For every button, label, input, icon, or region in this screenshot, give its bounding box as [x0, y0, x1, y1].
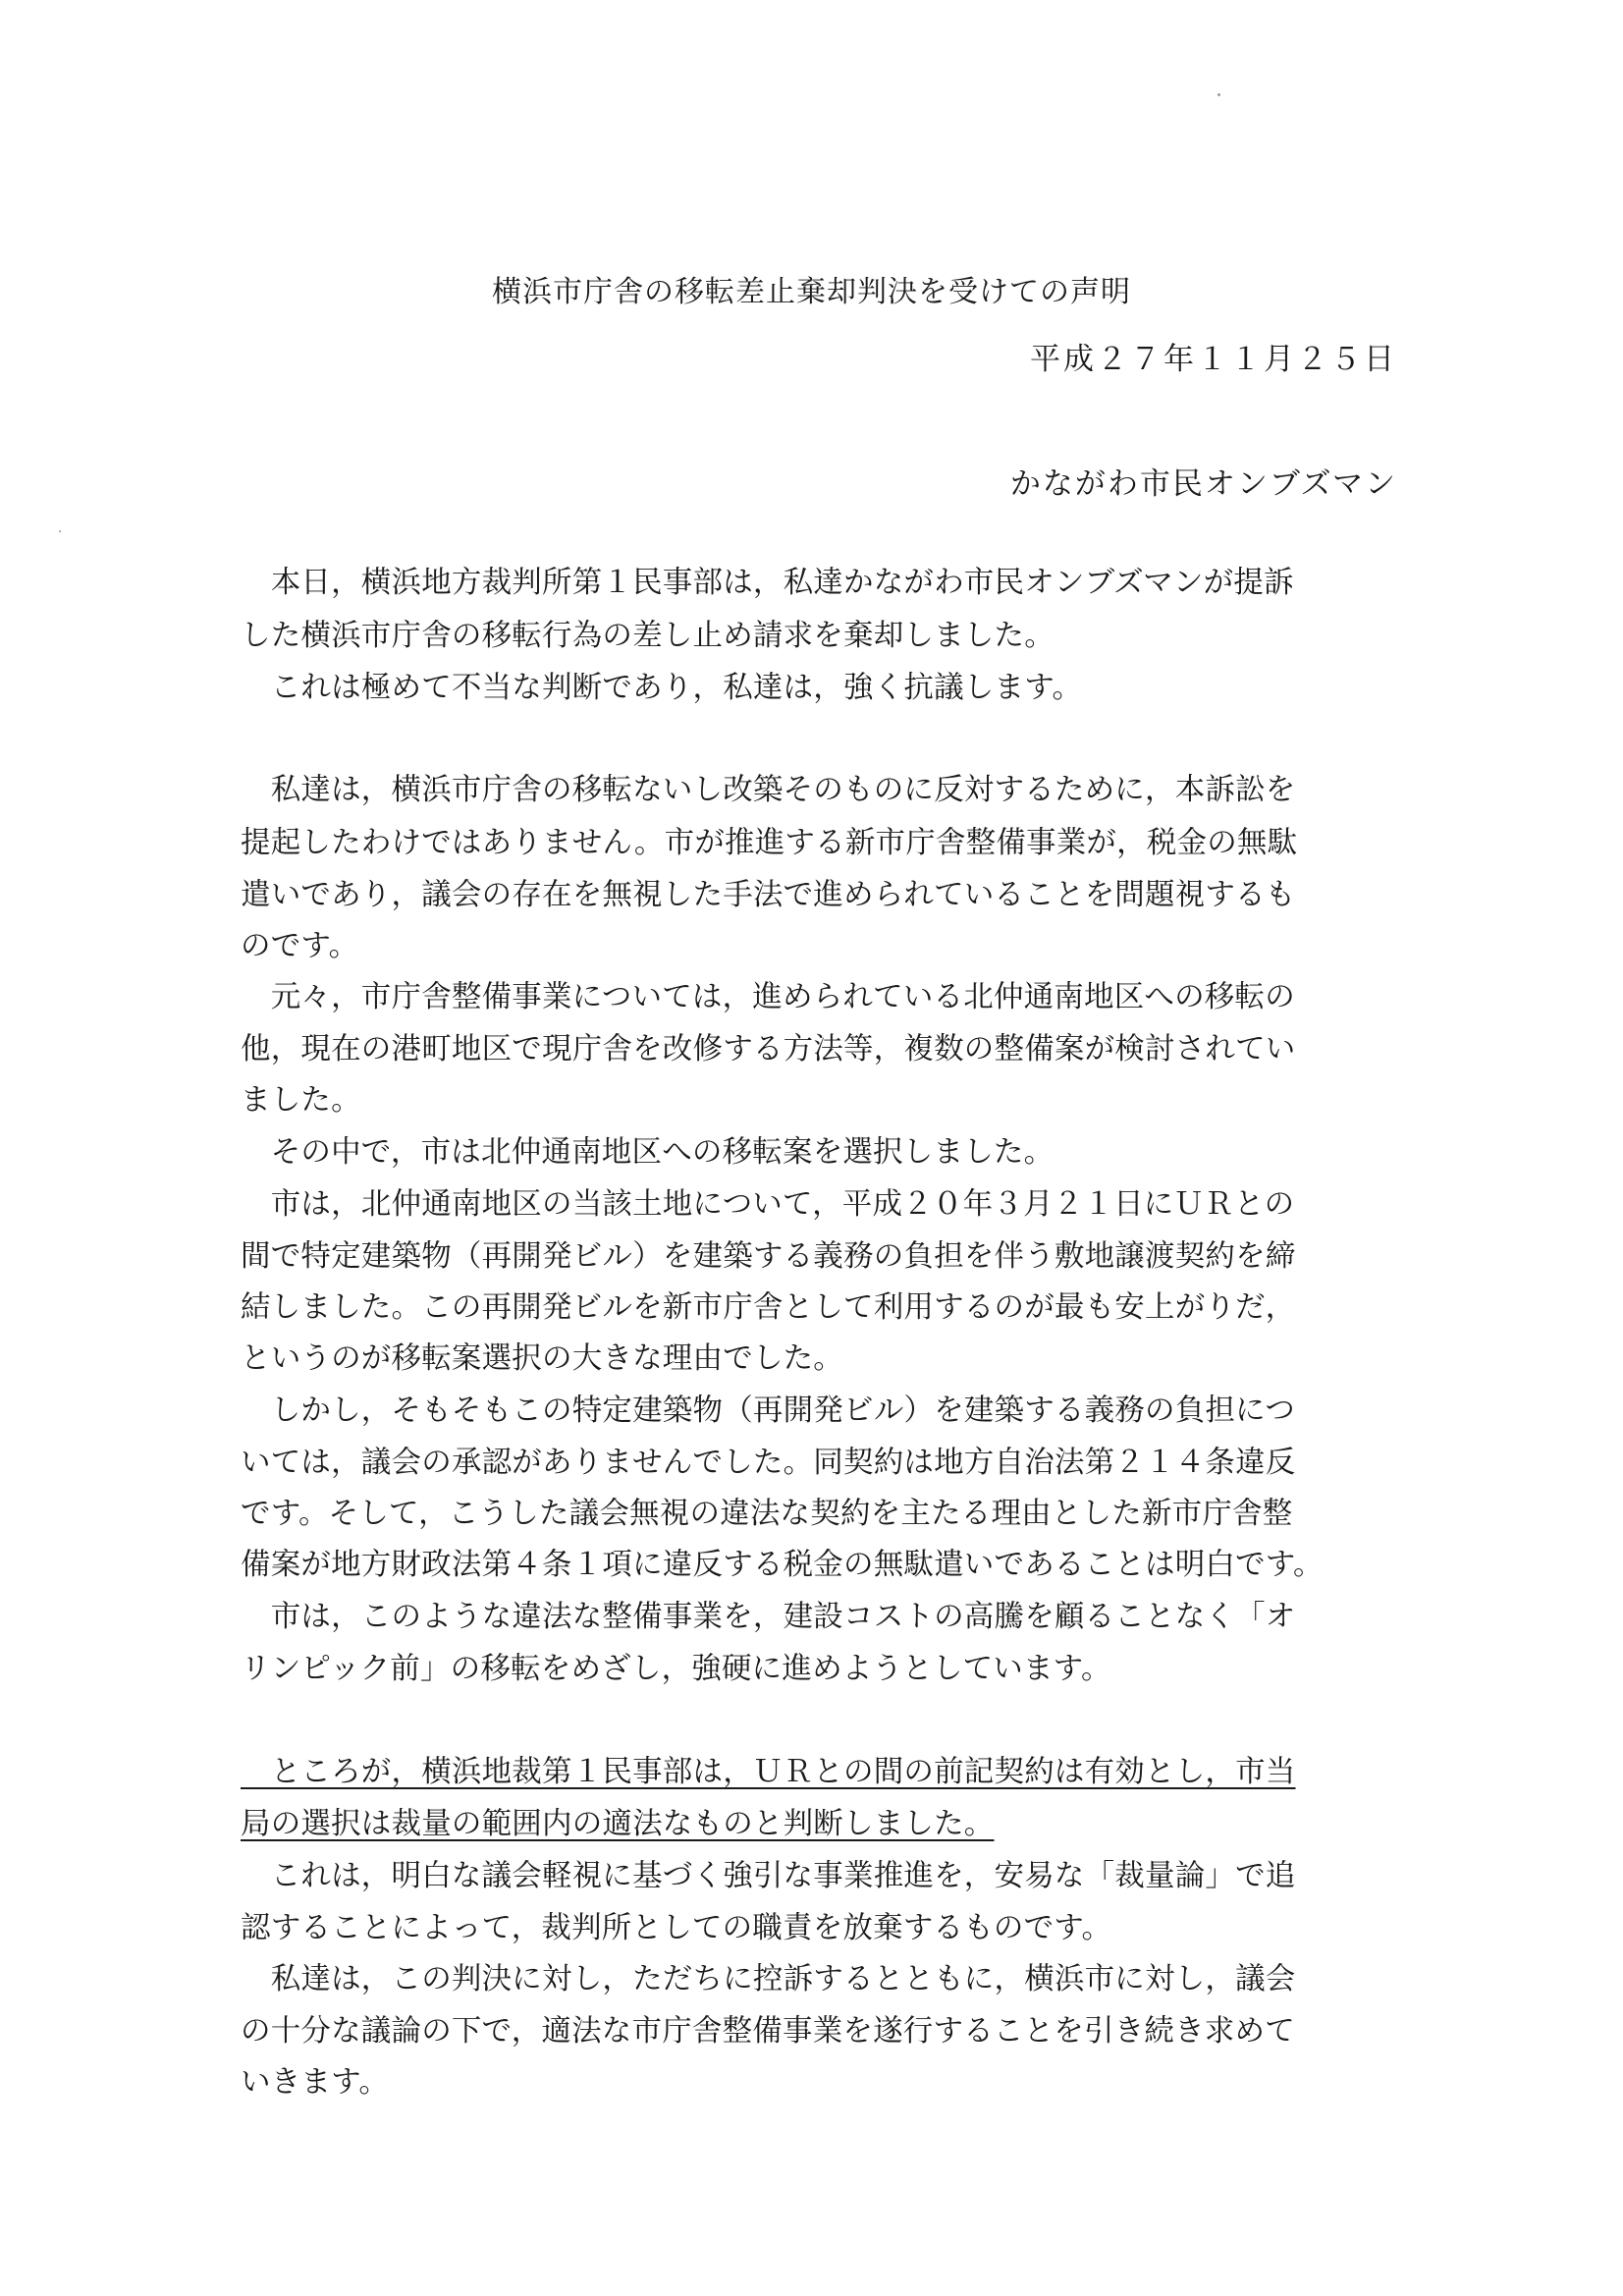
- body-line-15: というのが移転案選択の大きな理由でした。: [241, 1341, 843, 1376]
- statement-title: 横浜市庁舎の移転差止棄却判決を受けての声明: [492, 275, 1131, 309]
- body-line-13: 間で特定建築物（再開発ビル）を建築する義務の負担を伴う敷地譲渡契約を締: [241, 1239, 1296, 1274]
- body-line-24: これは，明白な議会軽視に基づく強引な事業推進を，安易な「裁量論」で追: [241, 1859, 1296, 1893]
- body-line-5: 提起したわけではありません。市が推進する新市庁舎整備事業が，税金の無駄: [241, 826, 1298, 860]
- body-line-18: です。そして，こうした議会無視の違法な契約を主たる理由とした新市庁舎整: [241, 1497, 1293, 1531]
- body-line-26: 私達は，この判決に対し，ただちに控訴するとともに，横浜市に対し，議会: [241, 1962, 1296, 1996]
- scan-speck: [59, 530, 61, 532]
- body-line-27: の十分な議論の下で，適法な市庁舎整備事業を遂行することを引き続き求めて: [241, 2014, 1295, 2049]
- body-line-25: 認することによって，裁判所としての職責を放棄するものです。: [241, 1911, 1112, 1945]
- body-line-19: 備案が地方財政法第４条１項に違反する税金の無駄遣いであることは明白です。: [241, 1548, 1324, 1582]
- body-line-28: いきます。: [241, 2065, 390, 2100]
- body-line-9: 他，現在の港町地区で現庁舎を改修する方法等，複数の整備案が検討されてい: [241, 1032, 1296, 1066]
- body-line-4: 私達は，横浜市庁舎の移転ないし改築そのものに反対するために，本訴訟を: [241, 773, 1296, 807]
- body-line-22: ところが，横浜地裁第１民事部は，ＵＲとの間の前記契約は有効とし，市当: [241, 1755, 1296, 1789]
- body-line-16: しかし，そもそもこの特定建築物（再開発ビル）を建築する義務の負担につ: [241, 1394, 1295, 1428]
- statement-date: 平成２７年１１月２５日: [1030, 342, 1397, 377]
- body-line-6: 遣いであり，議会の存在を無視した手法で進められていることを問題視するも: [241, 878, 1296, 912]
- body-line-8: 元々，市庁舎整備事業については，進められている北仲通南地区への移転の: [241, 980, 1295, 1014]
- body-line-17: いては，議会の承認がありませんでした。同契約は地方自治法第２１４条違反: [241, 1446, 1296, 1480]
- body-line-14: 結しました。この再開発ビルを新市庁舎として利用するのが最も安上がりだ，: [241, 1290, 1296, 1325]
- body-line-23: 局の選択は裁量の範囲内の適法なものと判断しました。: [241, 1807, 995, 1841]
- body-line-11: その中で，市は北仲通南地区への移転案を選択しました。: [241, 1135, 1055, 1170]
- body-line-12: 市は，北仲通南地区の当該土地について，平成２０年３月２１日にＵＲとの: [241, 1187, 1295, 1222]
- body-line-20: 市は，このような違法な整備事業を，建設コストの高騰を顧ることなく「オ: [241, 1600, 1296, 1634]
- body-line-1: 本日，横浜地方裁判所第１民事部は，私達かながわ市民オンブズマンが提訴: [241, 566, 1294, 600]
- body-line-21: リンピック前」の移転をめざし，強硬に進めようとしています。: [241, 1652, 1111, 1686]
- body-line-2: した横浜市庁舎の移転行為の差し止め請求を棄却しました。: [241, 619, 1055, 653]
- statement-author: かながわ市民オンブズマン: [1009, 466, 1397, 502]
- body-line-3: これは極めて不当な判断であり，私達は，強く抗議します。: [241, 671, 1083, 705]
- body-line-10: ました。: [241, 1083, 361, 1118]
- scan-speck: [1217, 93, 1220, 96]
- body-line-7: のです。: [241, 929, 359, 963]
